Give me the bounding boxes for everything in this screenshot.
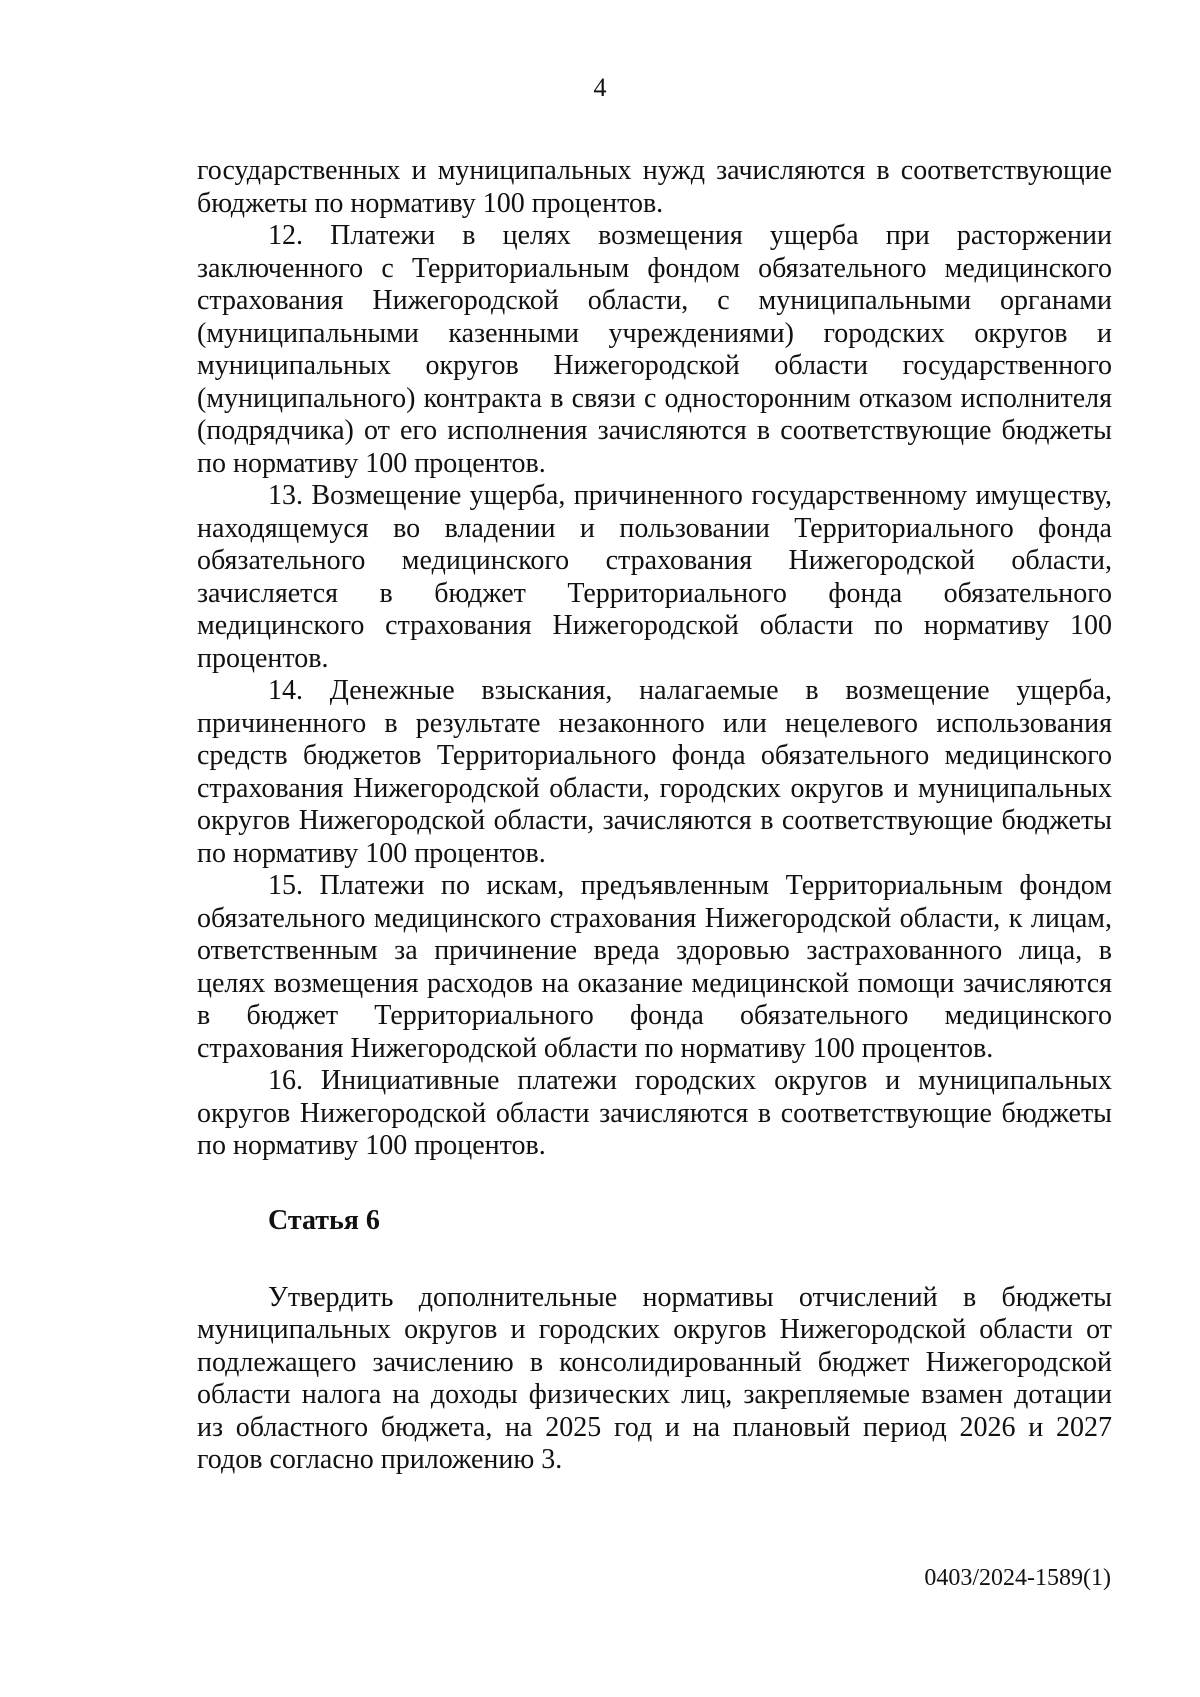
paragraph-continuation: государственных и муниципальных нужд зачисляются в соответствующие бюджеты по нормативу 100 процентов. — [197, 155, 1112, 219]
paragraph-item-13: 13. Возмещение ущерба, причиненного государственному имуществу, находящемуся во владении и пользовании Территориального фонда обязательного медицинского страхования Нижегородской области, зачисляется в бюджет Территориального фонда обязательного медицинского страхования Нижегородской области по нормативу 100 процентов. — [197, 480, 1112, 674]
paragraph-item-16: 16. Инициативные платежи городских округов и муниципальных округов Нижегородской области зачисляются в соответствующие бюджеты по нормативу 100 процентов. — [197, 1065, 1112, 1161]
paragraph-item-15: 15. Платежи по искам, предъявленным Территориальным фондом обязательного медицинского страхования Нижегородской области, к лицам, ответственным за причинение вреда здоровью застрахованного лица, в целях возмещения расходов на оказание медицинской помощи зачисляются в бюджет Территориального фонда обязательного медицинского страхования Нижегородской области по нормативу 100 процентов. — [197, 870, 1112, 1064]
paragraph-item-12: 12. Платежи в целях возмещения ущерба при расторжении заключенного с Территориальным фондом обязательного медицинского страхования Нижегородской области, с муниципальными органами (муниципальными казенными учреждениями) городских округов и муниципальных округов Нижегородской области государственного (муниципального) контракта в связи с односторонним отказом исполнителя (подрядчика) от его исполнения зачисляются в соответствующие бюджеты по нормативу 100 процентов. — [197, 220, 1112, 479]
document-body — [197, 155, 1112, 1477]
document-code: 0403/2024-1589(1) — [924, 1565, 1111, 1591]
paragraph-item-14: 14. Денежные взыскания, налагаемые в возмещение ущерба, причиненного в результате незаконного или нецелевого использования средств бюджетов Территориального фонда обязательного медицинского страхования Нижегородской области, городских округов и муниципальных округов Нижегородской области, зачисляются в соответствующие бюджеты по нормативу 100 процентов. — [197, 675, 1112, 869]
article-heading: Статья 6 — [268, 1204, 380, 1236]
article-6-text: Утвердить дополнительные нормативы отчислений в бюджеты муниципальных округов и городских округов Нижегородской области от подлежащего зачислению в консолидированный бюджет Нижегородской области налога на доходы физических лиц, закрепляемые взамен дотации из областного бюджета, на 2025 год и на плановый период 2026 и 2027 годов согласно приложению 3. — [197, 1281, 1112, 1475]
page-number: 4 — [593, 73, 607, 102]
